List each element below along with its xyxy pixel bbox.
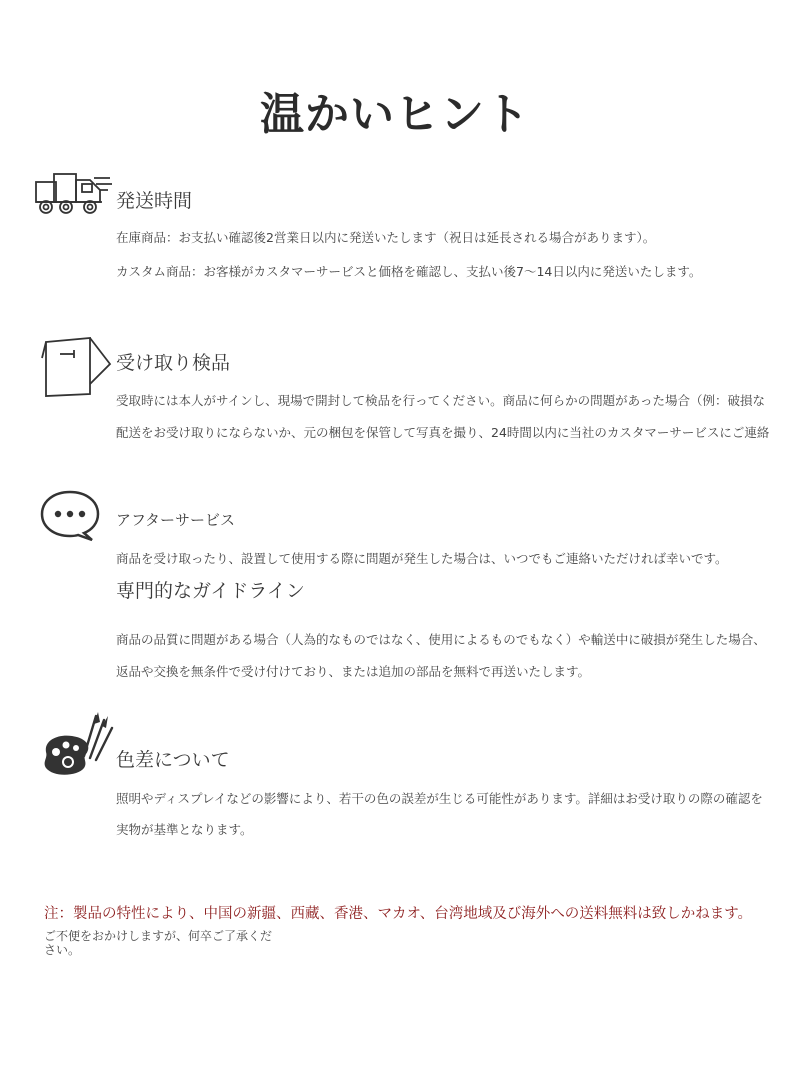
chat-bubble-icon bbox=[40, 490, 102, 542]
guidelines-line-2: 返品や交換を無条件で受け付けており、または追加の部品を無料で再送いたします。 bbox=[116, 664, 591, 679]
shipping-restriction-note: 注：製品の特性により、中国の新疆、西藏、香港、マカオ、台湾地域及び海外への送料無料は致しかねます。 bbox=[44, 906, 753, 922]
color-difference-line-1: 照明やディスプレイなどの影響により、若干の色の誤差が生じる可能性があります。詳細はお受け取りの際の確認を bbox=[116, 791, 763, 806]
palette-icon bbox=[40, 712, 116, 782]
shipping-line-1: 在庫商品：お支払い確認後2営業日以内に発送いたします（祝日は延長される場合があります）。 bbox=[116, 230, 656, 245]
page-title: 温かいヒント bbox=[260, 89, 530, 140]
guidelines-line-1: 商品の品質に問題がある場合（人為的なものではなく、使用によるものでもなく）や輸送中に破損が発生した場合、 bbox=[116, 632, 766, 647]
section-subheading-guidelines: 専門的なガイドライン bbox=[116, 580, 305, 602]
truck-icon bbox=[34, 172, 114, 216]
color-difference-line-2: 実物が基準となります。 bbox=[116, 822, 253, 837]
section-heading-color-difference: 色差について bbox=[116, 749, 230, 771]
section-heading-after-sales: アフターサービス bbox=[116, 511, 235, 529]
box-icon bbox=[40, 334, 112, 400]
inspection-line-1: 受取時には本人がサインし、現場で開封して検品を行ってください。商品に何らかの問題があった場合（例：破損な bbox=[116, 393, 766, 408]
section-heading-inspection: 受け取り検品 bbox=[116, 352, 231, 374]
section-heading-shipping: 発送時間 bbox=[116, 190, 193, 212]
apology-note: ご不便をおかけしますが、何卒ご了承ください。 bbox=[44, 929, 273, 957]
after-sales-line-1: 商品を受け取ったり、設置して使用する際に問題が発生した場合は、いつでもご連絡いただければ幸いです。 bbox=[116, 551, 728, 566]
shipping-line-2: カスタム商品：お客様がカスタマーサービスと価格を確認し、支払い後7〜14日以内に発送いたします。 bbox=[116, 264, 702, 279]
inspection-line-2: 配送をお受け取りにならないか、元の梱包を保管して写真を撮り、24時間以内に当社のカスタマーサービスにご連絡 bbox=[116, 425, 770, 440]
